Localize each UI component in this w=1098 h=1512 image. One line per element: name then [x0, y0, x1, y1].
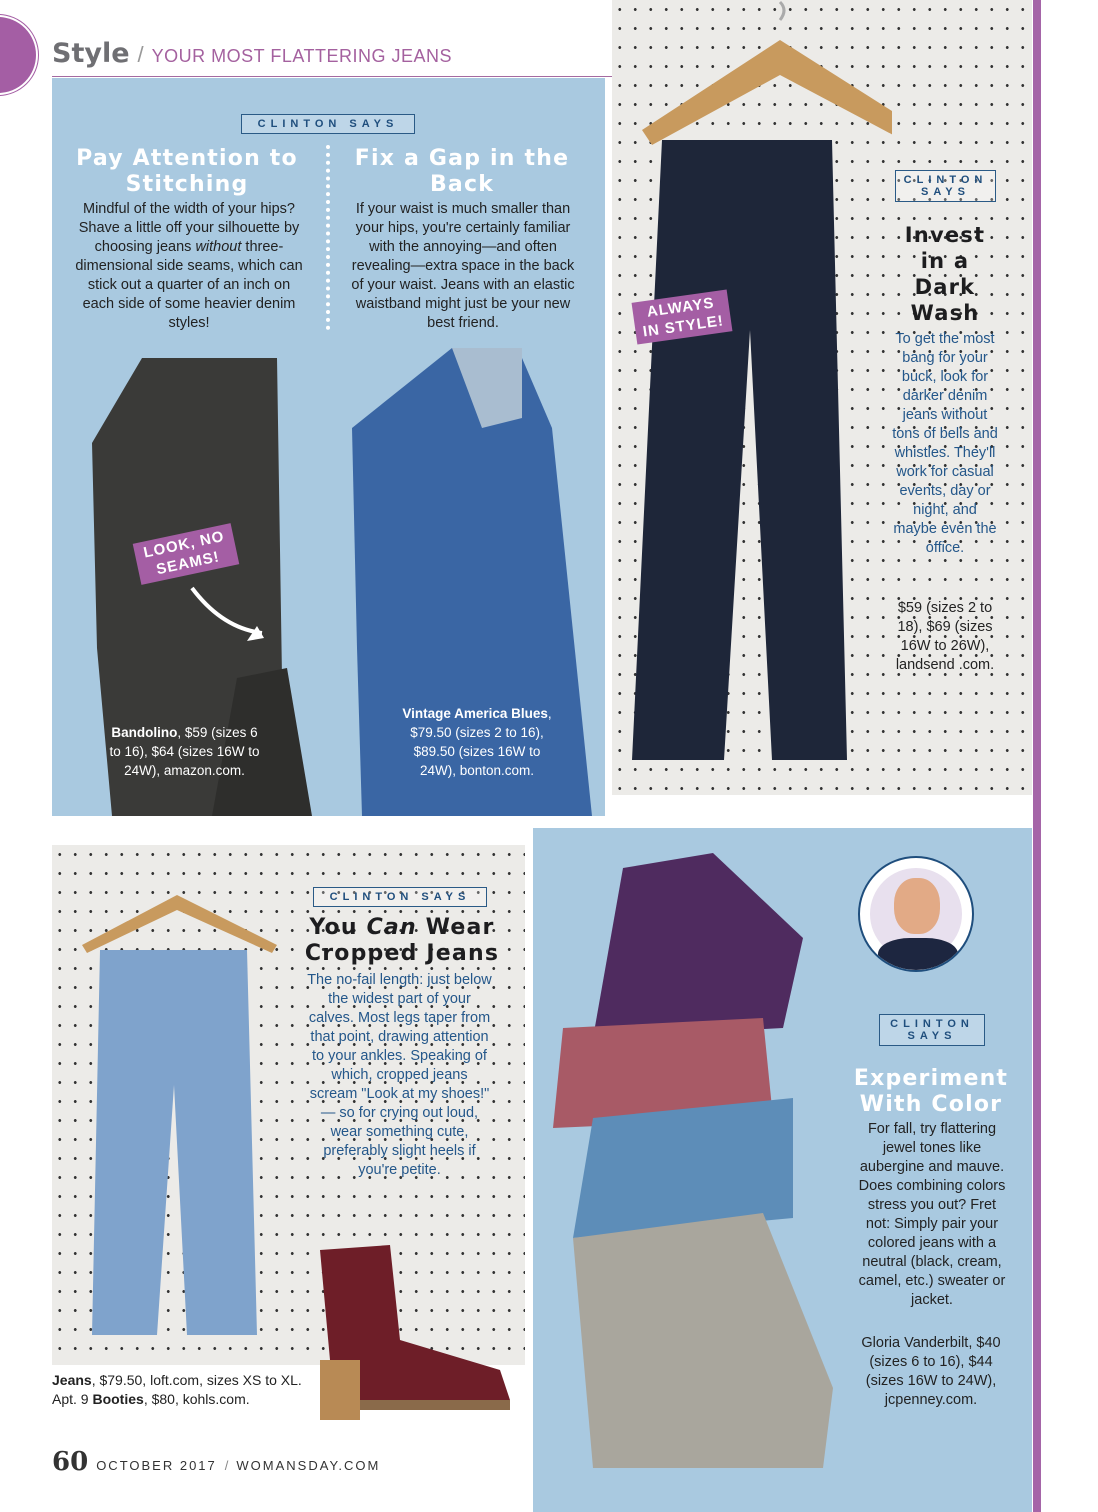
caption-vintage-america: Vintage America Blues, $79.50 (sizes 2 to 16), $89.50 (sizes 16W to 24W), bonton.com. [402, 706, 552, 778]
issue-date: OCTOBER 2017 [96, 1458, 217, 1473]
tag-always-in-style: ALWAYS IN STYLE! [632, 290, 733, 345]
body-color: For fall, try flattering jewel tones like aubergine and mauve. Does combining colors stress you out? Fret not: Simply pair your colored jeans with a neutral (black, cream, camel, etc.) sweater or jacket. [858, 1121, 1006, 1308]
page-edge-bar [1033, 0, 1041, 1512]
body-dark-wash: To get the most bang for your buck, look for darker denim jeans without tons of bells and whistles. They'll work for casual events, day or night, and maybe even the office. [892, 331, 998, 556]
colored-jeans-image [533, 828, 863, 1512]
body-stitching: Mindful of the width of your hips? Shave a little off your silhouette by choosing jeans without three-dimensional side seams, which can stick out a quarter of an inch on each side of some heavier denim styles! [75, 201, 303, 331]
column-divider [326, 145, 330, 330]
section-header [52, 38, 452, 69]
clinton-says-badge: CLINTON SAYS [313, 887, 487, 907]
price-dark-wash: $59 (sizes 2 to 18), $69 (sizes 16W to 26W), landsend .com. [895, 600, 995, 673]
clinton-says-badge: CLINTON SAYS [241, 114, 415, 134]
heading-cropped: You Can Wear Cropped Jeans [304, 915, 500, 966]
clinton-avatar [858, 856, 974, 972]
clinton-says-badge: CLINTON SAYS [895, 170, 996, 202]
caption-bandolino: Bandolino, $59 (sizes 6 to 16), $64 (sizes 16W to 24W), amazon.com. [109, 725, 260, 778]
page-number: 60 [52, 1447, 89, 1477]
body-gap: If your waist is much smaller than your hips, you're certainly familiar with the annoying—and often revealing—extra space in the back of your waist. Jeans with an elastic waistband might just be your new best friend. [351, 201, 575, 331]
header-separator: / [137, 42, 144, 67]
panel-dark-wash [612, 0, 1032, 795]
body-cropped: The no-fail length: just below the widest part of your calves. Most legs taper from that point, drawing attention to your ankles. Speaking of which, cropped jeans scream "Look at my shoes!" — so for crying out loud, wear something cute, preferably slight heels if you're petite. [307, 972, 492, 1178]
tag-look-no-seams: LOOK, NO SEAMS! [133, 523, 240, 585]
section-name: Style [52, 38, 130, 69]
panel-color [533, 828, 1032, 1512]
site-name: WOMANSDAY.COM [236, 1458, 381, 1473]
clinton-says-badge: CLINTON SAYS [879, 1014, 985, 1046]
caption-cropped: Jeans, $79.50, loft.com, sizes XS to XL. Apt. 9 Booties, $80, kohls.com. [52, 1372, 302, 1407]
heading-stitching: Pay Attention to Stitching [76, 146, 298, 197]
dark-jeans-image [612, 0, 892, 795]
footer-separator: / [224, 1458, 229, 1473]
heading-dark-wash: Invest in a Dark Wash [904, 223, 986, 325]
article-title: YOUR MOST FLATTERING JEANS [151, 46, 453, 66]
heading-gap: Fix a Gap in the Back [354, 146, 570, 197]
heading-color: Experiment With Color [853, 1066, 1009, 1117]
cropped-jeans-image [52, 845, 312, 1365]
section-tab [0, 17, 36, 93]
booties-image [300, 1240, 520, 1430]
page-footer [52, 1447, 380, 1477]
price-color: Gloria Vanderbilt, $40 (sizes 6 to 16), $44 (sizes 16W to 24W), jcpenney.com. [861, 1335, 1001, 1408]
